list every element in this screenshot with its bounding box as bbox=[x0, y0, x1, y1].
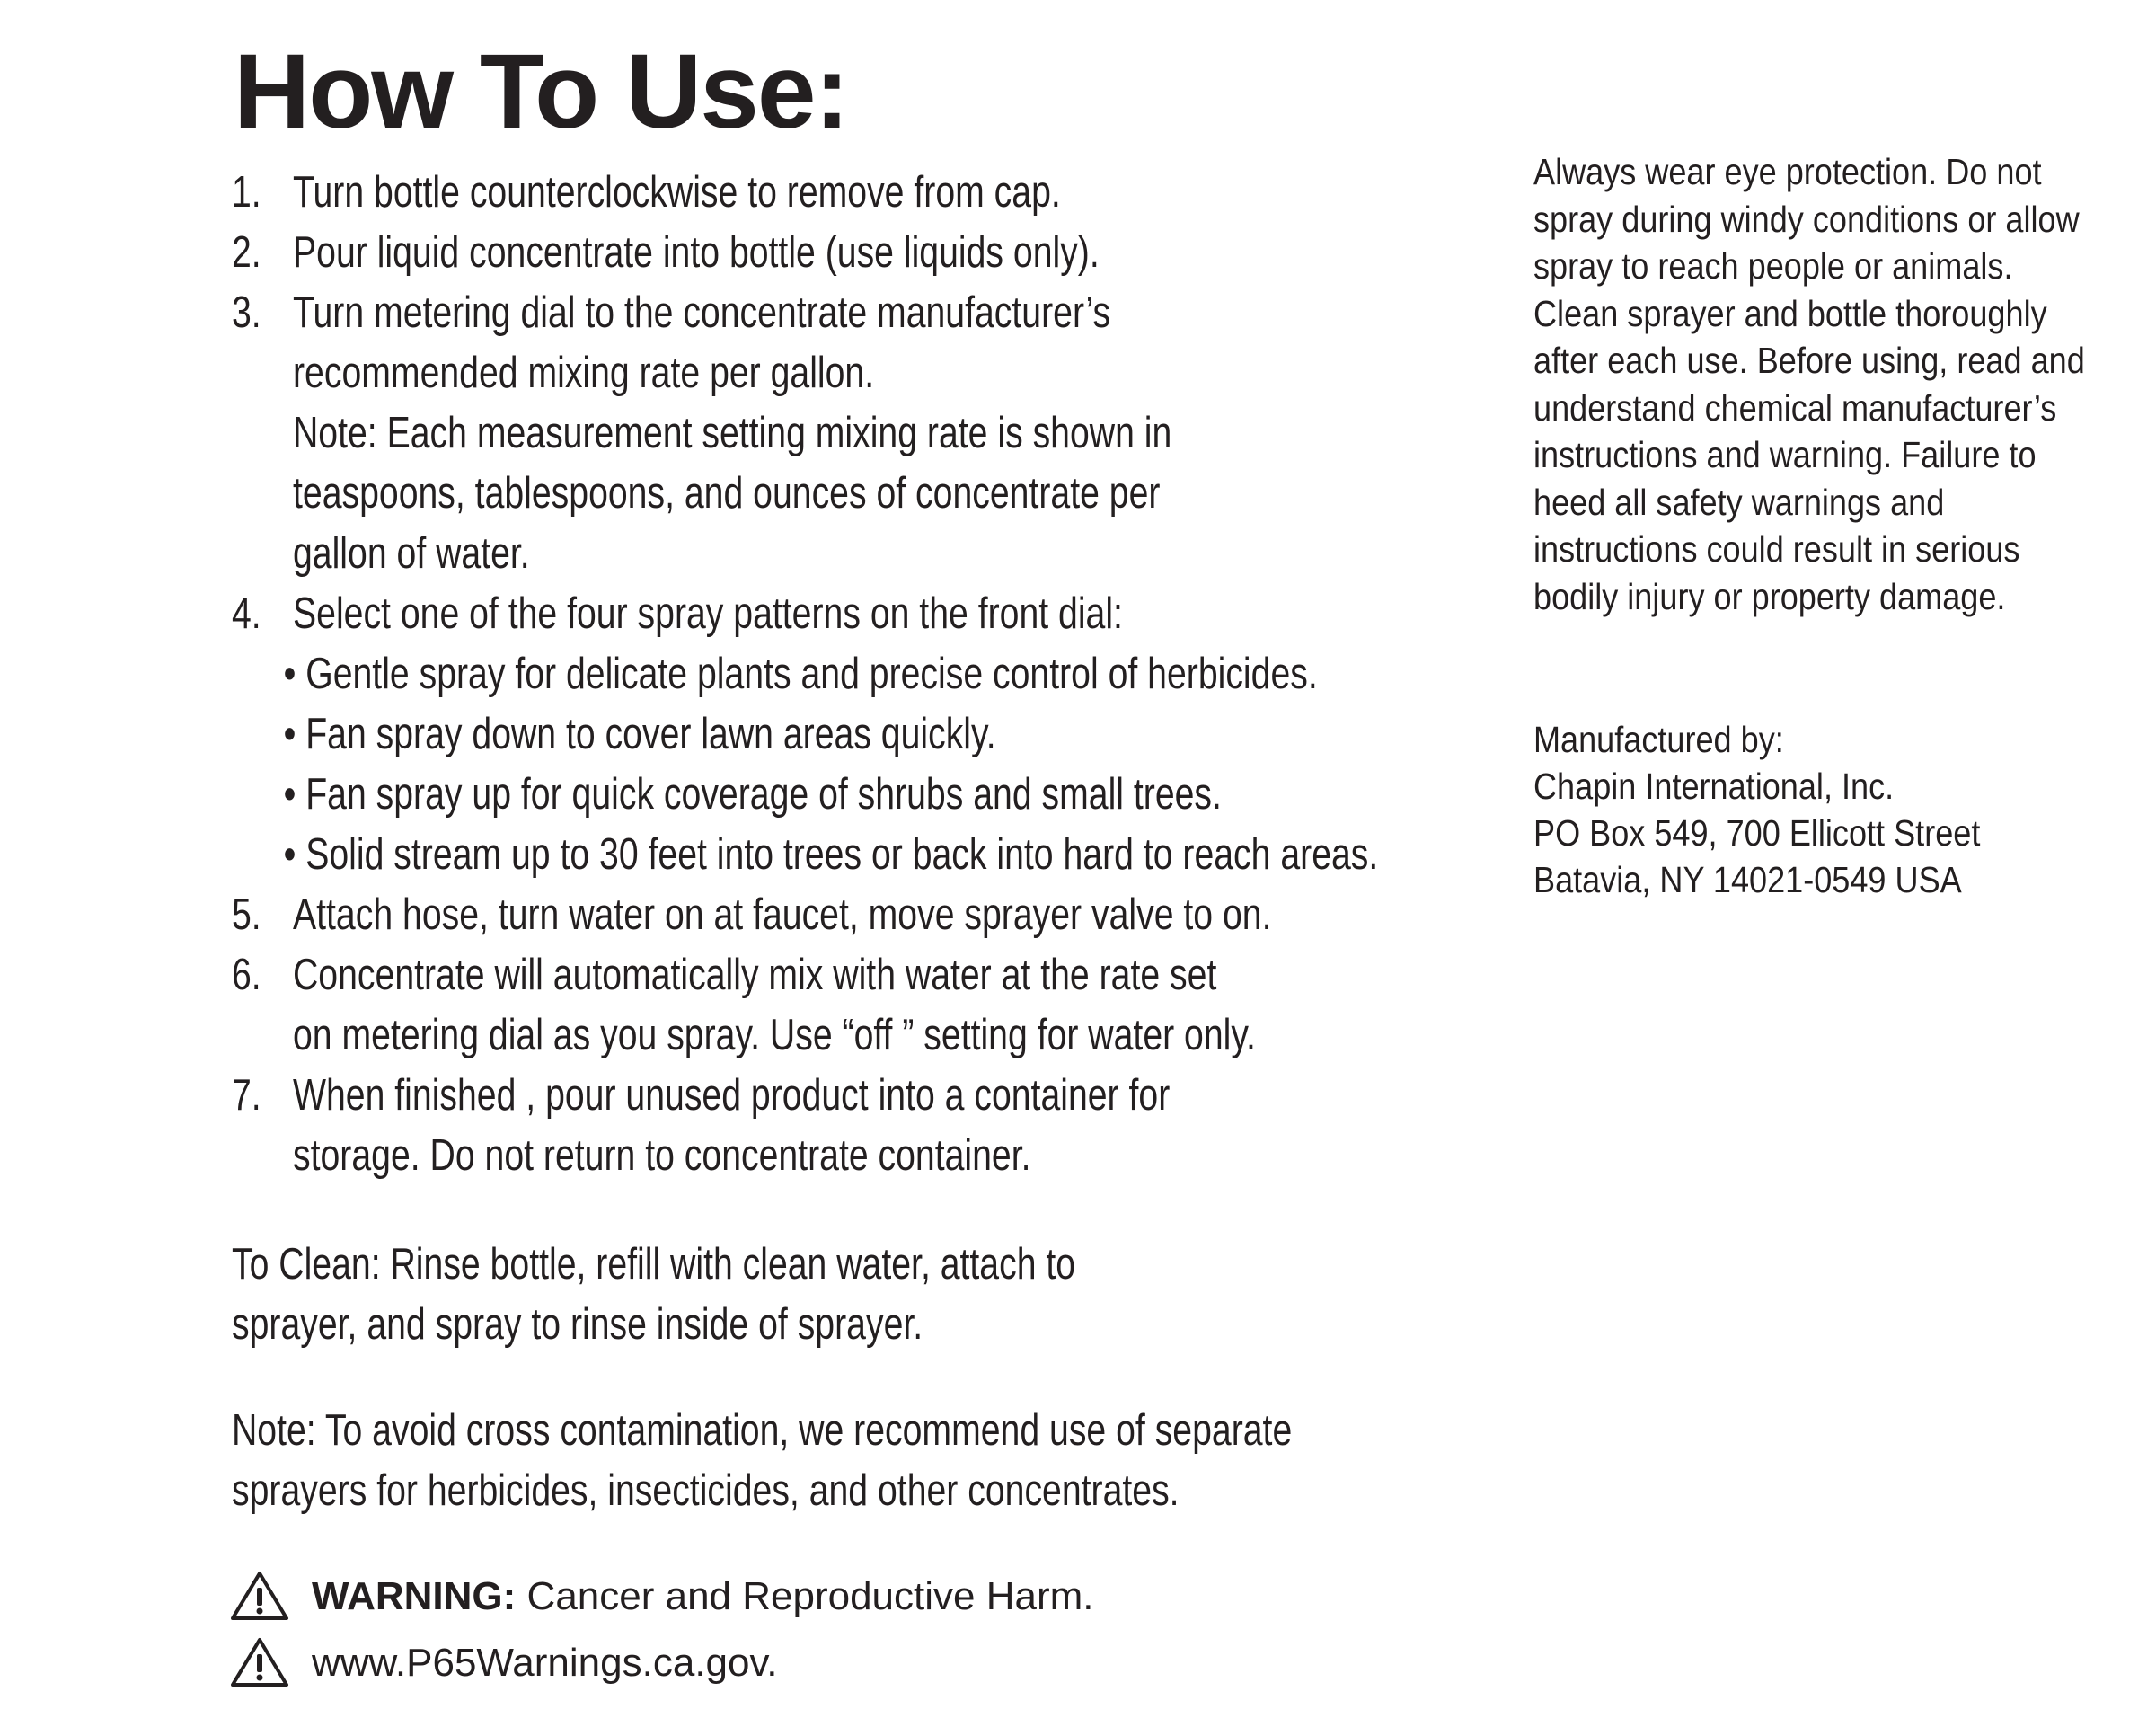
page-title: How To Use: bbox=[234, 32, 848, 151]
prop65-link-row bbox=[229, 1635, 778, 1689]
safety-line: instructions could result in serious bbox=[1533, 528, 2020, 570]
clean-line: sprayer, and spray to rinse inside of sprayer. bbox=[232, 1300, 923, 1349]
step-text: teaspoons, tablespoons, and ounces of concentrate per bbox=[293, 469, 1161, 518]
step-text: storage. Do not return to concentrate container. bbox=[293, 1131, 1031, 1180]
step-number: 6. bbox=[232, 951, 261, 999]
safety-line: instructions and warning. Failure to bbox=[1533, 434, 2037, 475]
step-text: Attach hose, turn water on at faucet, move sprayer valve to on. bbox=[293, 890, 1272, 939]
step-text: on metering dial as you spray. Use “off ” setting for water only. bbox=[293, 1011, 1256, 1059]
step-number: 5. bbox=[232, 890, 261, 939]
clean-instructions bbox=[232, 1235, 1075, 1355]
safety-line: Always wear eye protection. Do not bbox=[1533, 151, 2042, 192]
step-text: Turn metering dial to the concentrate manufacturer’s bbox=[293, 288, 1111, 337]
contamination-note bbox=[232, 1401, 1292, 1521]
warning-label: WARNING: bbox=[312, 1574, 517, 1618]
step-text: gallon of water. bbox=[293, 529, 530, 578]
safety-line: understand chemical manufacturer’s bbox=[1533, 386, 2057, 429]
step-text: Pour liquid concentrate into bottle (use liquids only). bbox=[293, 228, 1100, 277]
step-text: recommended mixing rate per gallon. bbox=[293, 349, 875, 397]
safety-line: spray to reach people or animals. bbox=[1533, 245, 2013, 287]
step-text: Select one of the four spray patterns on the front dial: bbox=[293, 589, 1123, 638]
safety-line: spray during windy conditions or allow bbox=[1533, 198, 2080, 240]
warning-triangle-icon bbox=[229, 1570, 290, 1622]
step-text: Note: Each measurement setting mixing rate is shown in bbox=[293, 409, 1172, 457]
spray-pattern-text: • Solid stream up to 30 feet into trees or back into hard to reach areas. bbox=[283, 830, 1379, 879]
safety-line: heed all safety warnings and bbox=[1533, 481, 1945, 523]
warning-message: Cancer and Reproductive Harm. bbox=[516, 1574, 1094, 1618]
manufacturer-line: PO Box 549, 700 Ellicott Street bbox=[1533, 812, 1981, 854]
safety-line: Clean sprayer and bottle thoroughly bbox=[1533, 292, 2047, 334]
spray-pattern-text: • Fan spray down to cover lawn areas quickly. bbox=[283, 710, 996, 758]
step-number: 4. bbox=[232, 589, 261, 638]
note-line: Note: To avoid cross contamination, we recommend use of separate bbox=[232, 1406, 1293, 1455]
spray-pattern-text: • Fan spray up for quick coverage of shrubs and small trees. bbox=[283, 770, 1222, 819]
spray-pattern-text: • Gentle spray for delicate plants and precise control of herbicides. bbox=[283, 650, 1318, 698]
step-text: When finished , pour unused product into a container for bbox=[293, 1071, 1171, 1120]
step-number: 3. bbox=[232, 288, 261, 337]
step-text: Concentrate will automatically mix with water at the rate set bbox=[293, 951, 1217, 999]
prop65-url: www.P65Warnings.ca.gov. bbox=[312, 1641, 778, 1685]
prop65-warning bbox=[229, 1569, 1094, 1623]
manufacturer-line: Chapin International, Inc. bbox=[1533, 766, 1895, 807]
warning-triangle-icon bbox=[229, 1636, 290, 1688]
manufacturer-info bbox=[1533, 716, 1980, 903]
safety-warning-text bbox=[1533, 148, 2085, 620]
step-number: 7. bbox=[232, 1071, 261, 1120]
safety-line: bodily injury or property damage. bbox=[1533, 575, 2006, 617]
safety-line: after each use. Before using, read and bbox=[1533, 340, 2085, 381]
clean-line: To Clean: Rinse bottle, refill with clean water, attach to bbox=[232, 1240, 1076, 1288]
step-number: 1. bbox=[232, 168, 261, 217]
manufacturer-line: Manufactured by: bbox=[1533, 719, 1784, 760]
warning-statement bbox=[312, 1574, 1094, 1619]
manufacturer-line: Batavia, NY 14021-0549 USA bbox=[1533, 859, 1962, 900]
step-number: 2. bbox=[232, 228, 261, 277]
note-line: sprayers for herbicides, insecticides, and other concentrates. bbox=[232, 1466, 1180, 1515]
step-text: Turn bottle counterclockwise to remove from cap. bbox=[293, 168, 1061, 217]
